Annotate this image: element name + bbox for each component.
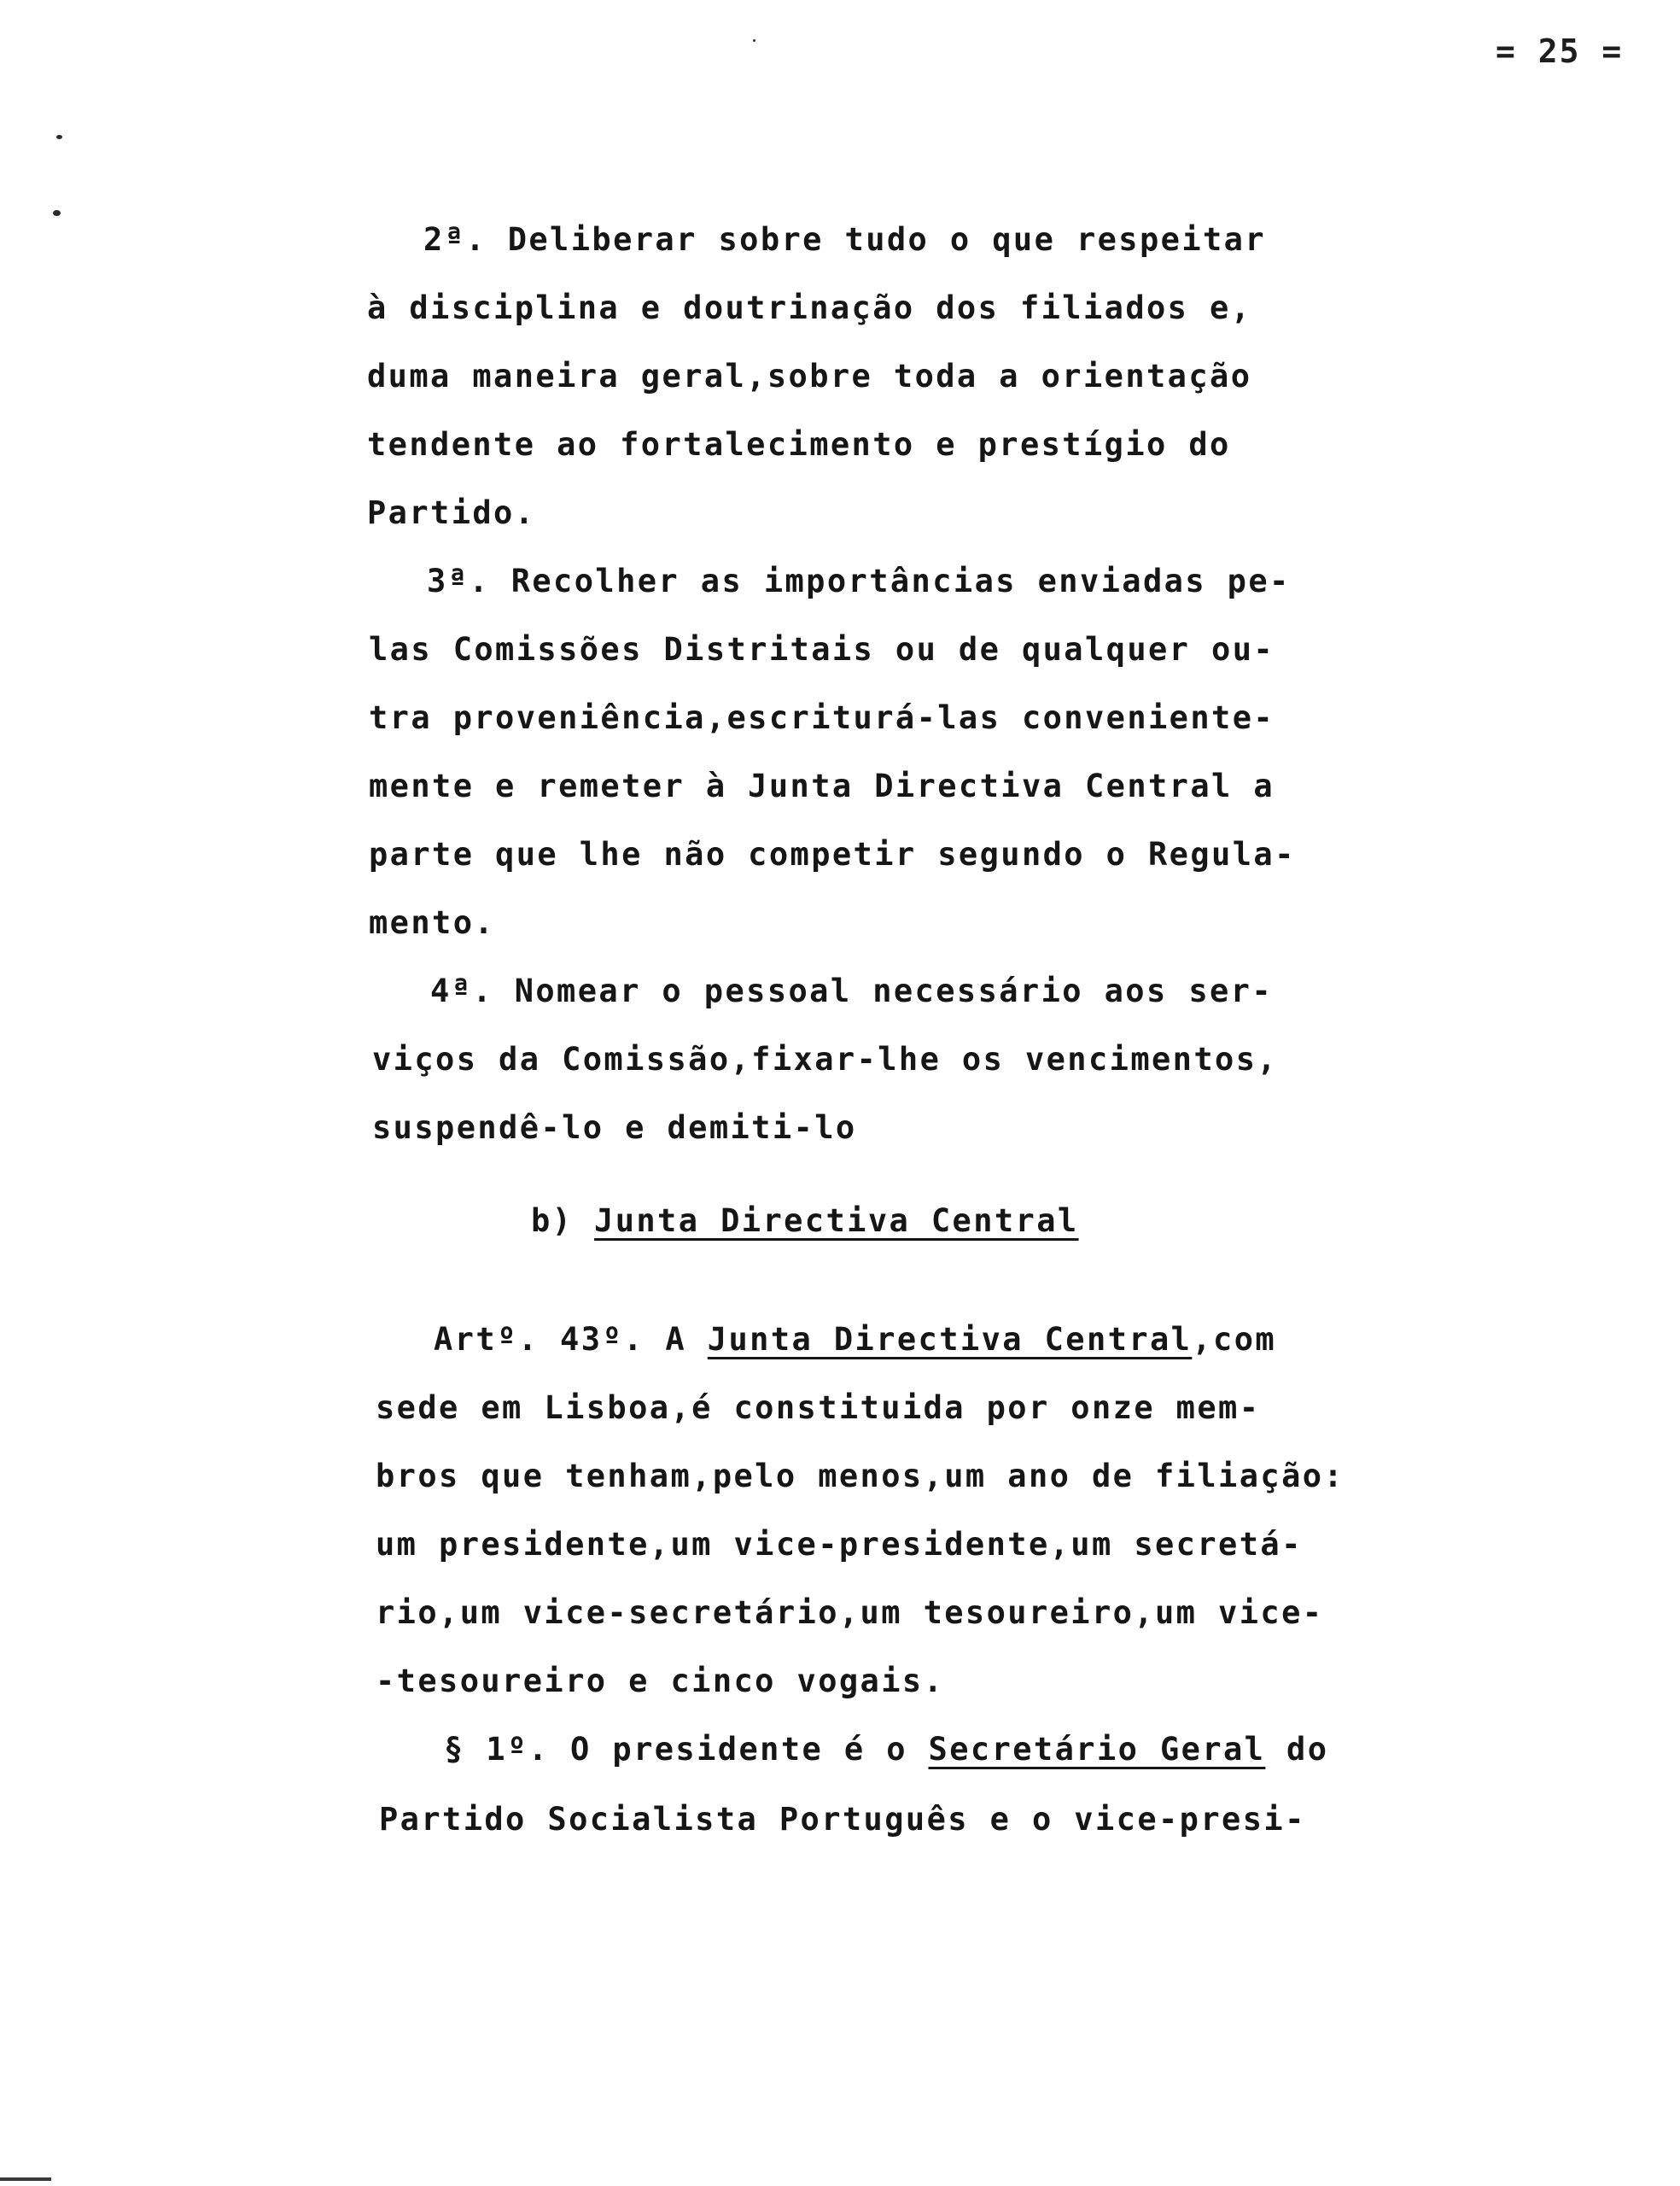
- text-line: sede em Lisboa,é constituida por onze mem-: [376, 1389, 1261, 1426]
- margin-speck: [53, 210, 61, 216]
- paragraph-section-1-first-line: [444, 1731, 1329, 1768]
- text-line: viços da Comissão,fixar-lhe os vencimentos,: [372, 1041, 1279, 1078]
- text-line: mento.: [369, 904, 496, 941]
- section-heading: [531, 1202, 1079, 1239]
- text-line: duma maneira geral,sobre toda a orientação: [367, 358, 1252, 395]
- text-line: Partido.: [367, 494, 536, 531]
- junta-directiva-central-term: Junta Directiva Central: [707, 1321, 1193, 1358]
- text-line: tendente ao fortalecimento e prestígio do: [367, 426, 1231, 463]
- section-1-prefix: § 1º. O presidente é o: [444, 1731, 929, 1768]
- text-line: um presidente,um vice-presidente,um secretá-: [376, 1526, 1303, 1563]
- section-heading-prefix: b): [531, 1202, 595, 1239]
- text-line: mente e remeter à Junta Directiva Central a: [369, 768, 1275, 804]
- article-label: Artº. 43º. A: [434, 1321, 708, 1358]
- section-1-line1-suffix: do: [1265, 1731, 1329, 1768]
- text-line: à disciplina e doutrinação dos filiados e,: [367, 289, 1252, 326]
- text-line: -tesoureiro e cinco vogais.: [376, 1663, 945, 1699]
- article-43-line1-suffix: ,com: [1192, 1321, 1277, 1358]
- section-heading-title: Junta Directiva Central: [594, 1202, 1079, 1239]
- text-line: parte que lhe não competir segundo o Regula-: [369, 836, 1296, 873]
- margin-speck: [56, 135, 62, 139]
- text-line: Partido Socialista Português e o vice-presi-: [379, 1801, 1306, 1838]
- text-line: tra proveniência,escriturá-las conveniente-: [369, 699, 1275, 736]
- text-line: 2ª. Deliberar sobre tudo o que respeitar: [423, 221, 1267, 258]
- scan-edge-mark: [0, 2177, 51, 2181]
- secretario-geral-term: Secretário Geral: [928, 1731, 1266, 1768]
- page-number: = 25 =: [1496, 32, 1624, 70]
- text-line: 3ª. Recolher as importâncias enviadas pe-: [427, 563, 1291, 599]
- article-43-first-line: [434, 1321, 1277, 1358]
- text-line: las Comissões Distritais ou de qualquer ou-: [369, 631, 1275, 668]
- margin-speck: [753, 39, 755, 42]
- text-line: bros que tenham,pelo menos,um ano de filiação:: [376, 1458, 1345, 1494]
- text-line: rio,um vice-secretário,um tesoureiro,um vice-: [376, 1594, 1324, 1631]
- text-line: 4ª. Nomear o pessoal necessário aos ser-: [430, 973, 1274, 1009]
- text-line: suspendê-lo e demiti-lo: [372, 1109, 857, 1146]
